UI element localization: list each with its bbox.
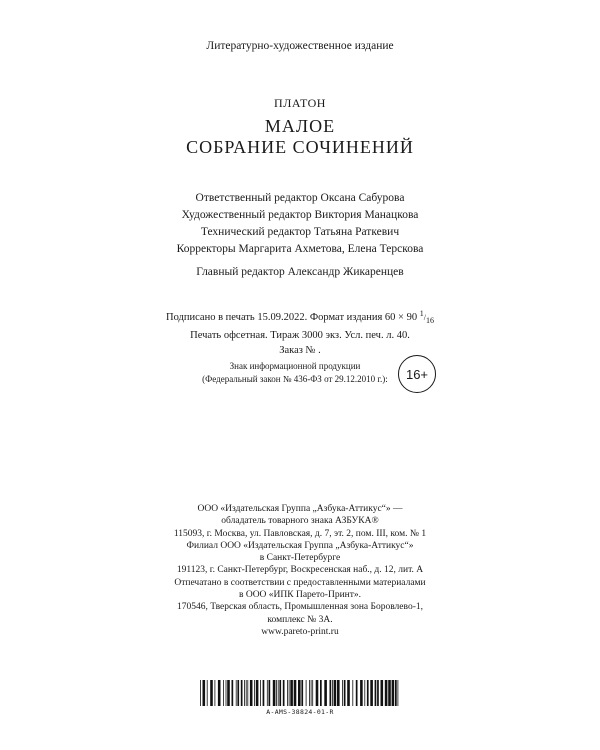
- barcode-bar: [250, 680, 253, 706]
- barcode-bar: [256, 680, 259, 706]
- editorial-credits: [0, 190, 600, 258]
- barcode-bar: [395, 680, 397, 706]
- barcode-bar: [227, 680, 230, 706]
- barcode-bar: [311, 680, 312, 706]
- barcode-bar: [320, 680, 322, 706]
- barcode-bar: [246, 680, 247, 706]
- barcode-bar: [232, 680, 234, 706]
- book-title-line-2: СОБРАНИЕ СОЧИНЕНИЙ: [186, 137, 414, 157]
- barcode-bar: [364, 680, 365, 706]
- barcode-bar: [342, 680, 343, 706]
- publisher-line: 115093, г. Москва, ул. Павловская, д. 7, эт. 2, пом. III, ком. № 1: [173, 528, 427, 539]
- barcode-bar: [237, 680, 239, 706]
- barcode-bar: [210, 680, 213, 706]
- barcode-bar: [263, 680, 265, 706]
- barcode-bar: [203, 680, 206, 706]
- barcode-bar: [332, 680, 333, 706]
- publisher-line: 170546, Тверская область, Промышленная зона Боровлево-1,: [177, 602, 423, 613]
- barcode-bar: [223, 680, 224, 706]
- format-fraction: 1/16: [419, 309, 434, 325]
- credit-line: Технический редактор Татьяна Раткевич: [200, 226, 400, 238]
- barcode-bar: [360, 680, 363, 706]
- barcode-bar: [388, 680, 391, 706]
- barcode-bar: [283, 680, 285, 706]
- barcode-bar: [367, 680, 369, 706]
- barcode-bar: [215, 680, 216, 706]
- barcode-bar: [330, 680, 332, 706]
- barcode-bar: [207, 680, 208, 706]
- age-rating-badge: 16+: [398, 355, 436, 393]
- barcode-bar: [236, 680, 237, 706]
- barcode-bar: [298, 680, 301, 706]
- credit-line: Корректоры Маргарита Ахметова, Елена Терскова: [176, 243, 424, 255]
- barcode-bar: [398, 680, 399, 706]
- barcode-bar: [309, 680, 310, 706]
- barcode-bar: [276, 680, 277, 706]
- barcode-bar: [381, 680, 384, 706]
- barcode-bar: [200, 680, 201, 706]
- barcode-bar: [254, 680, 255, 706]
- barcode-bar: [241, 680, 243, 706]
- barcode-bar: [385, 680, 388, 706]
- barcode-bar: [273, 680, 276, 706]
- credit-line: Ответственный редактор Оксана Сабурова: [195, 192, 405, 204]
- barcode-bar: [294, 680, 297, 706]
- barcode-bar: [287, 680, 288, 706]
- barcode-bar: [392, 680, 395, 706]
- publisher-line: 191123, г. Санкт-Петербург, Воскресенская наб., д. 12, лит. А: [176, 565, 424, 576]
- info-product-sign-text: [195, 360, 395, 386]
- publisher-info: [0, 503, 600, 638]
- barcode-bar: [370, 680, 373, 706]
- publisher-line: комплекс № 3А.: [267, 614, 333, 625]
- barcode-bar: [269, 680, 271, 706]
- edition-type-label: Литературно-художественное издание: [206, 40, 394, 52]
- publisher-line: Отпечатано в соответствии с предоставленными материалами: [174, 577, 426, 588]
- barcode-bar: [352, 680, 353, 706]
- barcode-bar: [375, 680, 377, 706]
- publisher-line: в Санкт-Петербурге: [259, 553, 341, 564]
- print-info-line-1: Подписано в печать 15.09.2022. Формат издания 60 × 90 1/16: [166, 309, 434, 325]
- barcode-bar: [347, 680, 350, 706]
- barcode-bar: [356, 680, 358, 706]
- publisher-line: в ООО «ИПК Парето-Принт».: [238, 590, 362, 601]
- author-name: ПЛАТОН: [274, 96, 326, 110]
- barcode-bar: [218, 680, 221, 706]
- print-info-line-3: Заказ № .: [279, 345, 321, 356]
- barcode-image: [200, 680, 400, 706]
- barcode-bar: [344, 680, 346, 706]
- barcode-bar: [244, 680, 245, 706]
- barcode-code: A-AMS-38824-01-R: [266, 708, 334, 716]
- barcode-bar: [278, 680, 279, 706]
- publisher-line: Филиал ООО «Издательская Группа „Азбука-Аттикус“»: [186, 540, 414, 551]
- barcode-bar: [279, 680, 281, 706]
- publisher-line: обладатель товарного знака АЗБУКА®: [221, 516, 379, 527]
- info-sign-line-2: (Федеральный закон № 436-ФЗ от 29.12.2010 г.):: [202, 374, 388, 384]
- barcode-bar: [290, 680, 293, 706]
- barcode-bar: [226, 680, 227, 706]
- barcode-bar: [316, 680, 319, 706]
- barcode-bar: [260, 680, 261, 706]
- credit-line: Художественный редактор Виктория Манацкова: [181, 209, 419, 221]
- barcode-bar: [247, 680, 248, 706]
- barcode-bar: [312, 680, 313, 706]
- barcode-bar: [301, 680, 303, 706]
- barcode-bar: [267, 680, 268, 706]
- print-info-line-2: Печать офсетная. Тираж 3000 экз. Усл. печ. л. 40.: [190, 330, 410, 341]
- barcode-bar: [324, 680, 327, 706]
- info-sign-line-1: Знак информационной продукции: [229, 361, 361, 371]
- book-title-line-1: МАЛОЕ: [264, 116, 336, 136]
- barcode-bar: [306, 680, 307, 706]
- book-title: [0, 116, 600, 158]
- publisher-line: ООО «Издательская Группа „Азбука-Аттикус“» —: [197, 504, 403, 514]
- publisher-line: www.pareto-print.ru: [261, 626, 339, 637]
- barcode-bar: [289, 680, 290, 706]
- print-info: [0, 306, 600, 358]
- barcode-bar: [377, 680, 379, 706]
- chief-editor-credit: Главный редактор Александр Жикаренцев: [196, 266, 404, 278]
- barcode-bar: [334, 680, 337, 706]
- barcode-bar: [337, 680, 340, 706]
